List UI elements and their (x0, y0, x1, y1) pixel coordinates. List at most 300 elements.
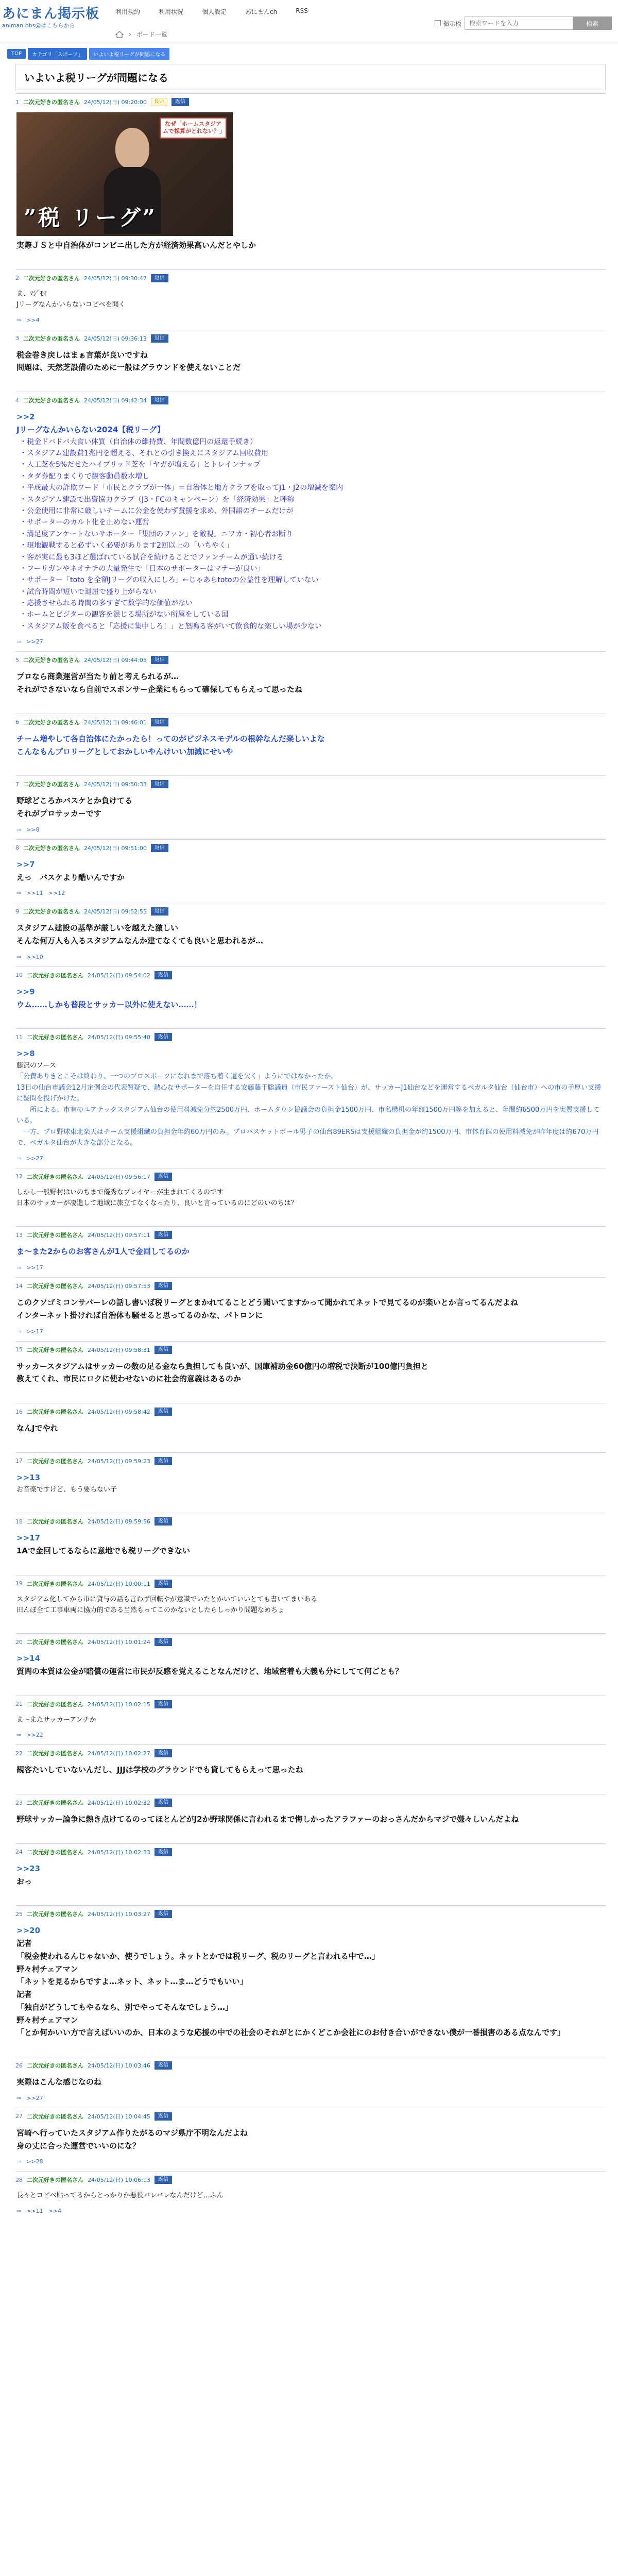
reply-button[interactable]: 返信 (154, 1700, 172, 1708)
post-author: 二次元好きの匿名さん (27, 2177, 83, 2184)
bullet-item: ・ 人工芝を5%だせたハイブリッド芝を「ヤガが増える」とトレインナップ (20, 459, 606, 470)
bullet-item: ・ 税金ドバドバ大食い体質（自治体の維持費、年間数億円の返還手続き） (20, 436, 606, 448)
post-header (15, 1032, 606, 1042)
post-body (15, 283, 606, 315)
post-author: 二次元好きの匿名さん (23, 844, 80, 852)
post-author: 二次元好きの匿名さん (23, 908, 80, 916)
post-date: 24/05/12(日) 09:20:00 (84, 99, 147, 106)
reply-link[interactable]: >>10 (26, 953, 43, 960)
list-item (15, 93, 606, 263)
list-item (15, 1843, 606, 1900)
post-body (15, 344, 606, 379)
breadcrumb-category[interactable]: カテゴリ「スポーツ」 (28, 48, 87, 60)
post-date: 24/05/12(日) 09:51:00 (84, 844, 147, 852)
chevron-right-icon: › (129, 30, 131, 38)
post-text: 質問の本質は公金が賠償の運営に市民が反感を覚えることなんだけど、地域密着も大義も分にしてて何ごとも？ (16, 1667, 403, 1676)
list-item (15, 903, 606, 960)
reply-links (16, 2095, 606, 2102)
post-text: スタジアム化してから市に貸与の話も言わず回転やが意識でいたとかいていいとても書いてまいある (16, 1595, 318, 1603)
post-number[interactable]: 1 (15, 98, 19, 106)
reply-button[interactable]: 返信 (154, 1848, 172, 1856)
reply-button[interactable]: 返信 (151, 274, 168, 282)
post-header (15, 906, 606, 917)
post-text: それがプロサッカーです (16, 809, 101, 819)
reply-link[interactable]: >>4 (48, 2207, 62, 2214)
post-number[interactable]: 28 (15, 2176, 23, 2183)
post-body (15, 917, 606, 952)
post-header (15, 2111, 606, 2122)
search-button[interactable]: 検索 (573, 16, 612, 30)
checkbox-icon[interactable] (435, 20, 441, 26)
post-number[interactable]: 3 (15, 335, 19, 342)
reply-button[interactable]: 返信 (154, 1580, 172, 1588)
quoted-source-text: 一方、プロ野球東北楽天はチーム支援組織の負担金年約60万円のみ。プロバスケットボール男子の仙台89ERSは支援組織の負担金が約1500万円、市体育館の使用料減免が昨年度は約670万円で、ベガルタ仙台が大きな部分となる。 (16, 1128, 599, 1147)
nav-link[interactable]: 利用状況 (159, 8, 184, 15)
reply-button[interactable]: 返信 (154, 2176, 172, 2184)
post-text: スタジアム建設の基準が厳しいを越えた激しい (16, 923, 178, 933)
reply-links (16, 1017, 606, 1022)
quote-link[interactable] (16, 1532, 606, 1545)
quote-link[interactable] (16, 986, 606, 998)
reply-button[interactable]: 返信 (154, 1408, 172, 1416)
reply-links (16, 1732, 606, 1738)
thread-title-box (15, 64, 606, 90)
quote-anchor[interactable]: >>13 (16, 1472, 41, 1482)
reply-links (16, 1783, 606, 1788)
reply-button[interactable]: 返信 (151, 718, 168, 726)
post-body (15, 665, 606, 700)
list-item (15, 2057, 606, 2102)
list-item (15, 2171, 606, 2214)
post-text: 野球サッカー論争に熱き点けてるのってほとんどがJ2か野球関係に言われるまで悔しかったアラファーのおっさんだからマジで嫌々しいんだよね (16, 1815, 519, 1824)
post-number[interactable]: 22 (15, 1750, 23, 1757)
reply-link[interactable]: >>17 (26, 1264, 43, 1272)
reply-arrow-icon: ⇒ (16, 953, 22, 960)
post-body (15, 107, 606, 256)
home-icon[interactable] (115, 31, 124, 38)
nav-link[interactable]: RSS (296, 7, 308, 14)
post-date: 24/05/12(日) 09:30:47 (84, 275, 147, 282)
nav-link[interactable]: あにまんch (245, 8, 278, 15)
post-header (15, 1516, 606, 1527)
post-number[interactable]: 20 (15, 1638, 23, 1646)
reply-arrow-icon: ⇒ (16, 2207, 22, 2214)
post-text: 「とか何かいい方で言えばいいのか、日本のような応援の中での社会のそれがとにかくどこか会社にのお付き合いができない僕が一番損害のある点なんです」 (16, 2028, 565, 2038)
post-body (15, 405, 606, 636)
post-header (15, 1798, 606, 1808)
post-number[interactable]: 17 (15, 1458, 23, 1465)
list-item (15, 2108, 606, 2165)
reply-button[interactable]: 返信 (154, 1457, 172, 1465)
list-item (15, 1028, 606, 1161)
post-text: 記者 (16, 1990, 32, 1999)
post-text: Jリーグなんかいらない2024【税リーグ】 (16, 425, 165, 434)
nav-link[interactable]: 個人設定 (202, 8, 227, 15)
post-date: 24/05/12(日) 10:03:27 (88, 1911, 150, 1918)
checkbox-label: 掲示板 (442, 20, 461, 27)
quote-anchor[interactable]: >>17 (16, 1533, 41, 1543)
reply-button[interactable]: 返信 (154, 1173, 172, 1181)
quote-link[interactable] (16, 411, 606, 423)
reply-links (16, 1392, 606, 1397)
post-number[interactable]: 18 (15, 1518, 23, 1525)
reply-links (16, 2045, 606, 2050)
post-text: 長々とコピペ貼ってるからとっかりか悪役バレバレなんだけど…ふん (16, 2192, 224, 2200)
quote-link[interactable] (16, 1924, 606, 1937)
reply-button[interactable]: 返信 (151, 396, 168, 404)
post-header (15, 655, 606, 665)
reply-links (16, 1684, 606, 1689)
post-number[interactable]: 7 (15, 781, 19, 788)
post-date: 24/05/12(日) 09:50:33 (84, 781, 147, 788)
bullet-item: ・ 試合時間が短いで退屈で盛り上がらない (20, 586, 606, 598)
post-number[interactable]: 6 (15, 719, 19, 726)
post-header (15, 1637, 606, 1647)
post-body (15, 1589, 606, 1620)
reply-link[interactable]: >>4 (26, 316, 40, 324)
post-date: 24/05/12(日) 09:36:13 (84, 335, 147, 342)
list-item (15, 269, 606, 324)
post-body (15, 1919, 606, 2043)
post-date: 24/05/12(日) 09:52:55 (84, 908, 147, 916)
image-overlay-text: ”税 リーグ” (24, 205, 157, 230)
reply-links (16, 638, 606, 645)
quote-link[interactable] (16, 858, 606, 871)
post-text: お音楽ですけど、もう要らない子 (16, 1485, 117, 1494)
post-body (15, 2122, 606, 2157)
reply-button[interactable]: 返信 (154, 1231, 172, 1239)
post-header (15, 1230, 606, 1240)
reply-links (16, 380, 606, 385)
reply-arrow-icon: ⇒ (16, 890, 22, 897)
list-item (15, 839, 606, 897)
reply-button[interactable]: 返信 (154, 1799, 172, 1807)
post-text: ま、ﾏｼﾞﾓﾏ (16, 290, 47, 298)
post-author: 二次元好きの匿名さん (27, 1346, 83, 1353)
reply-link[interactable]: >>27 (26, 1155, 43, 1162)
good-button[interactable]: 良い (151, 98, 167, 106)
list-item (15, 1403, 606, 1446)
bullet-item: ・ フーリガンやネオナチの大量発生で「日本のサポーターはマナーが良い」 (20, 563, 606, 574)
bullet-item: ・ スタジアム建設で出資協力クラブ（J3・FCのキャンペーン）を「経済効果」と呼称 (20, 494, 606, 505)
post-body (15, 1647, 606, 1682)
quote-link[interactable] (16, 1652, 606, 1665)
reply-link[interactable]: >>17 (26, 1328, 43, 1335)
post-body (15, 1240, 606, 1262)
board-search-checkbox[interactable] (435, 19, 461, 28)
post-number[interactable]: 19 (15, 1580, 23, 1587)
post-header (15, 1281, 606, 1291)
reply-links (16, 1441, 606, 1446)
breadcrumb-top[interactable]: TOP (7, 49, 26, 59)
post-header (15, 1699, 606, 1709)
bullet-item: ・ タダ券配りまくりで観客動員数水増し (20, 471, 606, 482)
post-body (15, 1709, 606, 1730)
reply-link[interactable]: >>27 (26, 2094, 43, 2102)
board-list-link[interactable]: ボード一覧 (136, 31, 167, 38)
reply-button[interactable]: 返信 (171, 98, 189, 106)
quote-anchor[interactable]: >>20 (16, 1926, 41, 1936)
reply-links (16, 764, 606, 769)
reply-arrow-icon: ⇒ (16, 1732, 22, 1739)
post-date: 24/05/12(日) 09:57:11 (88, 1232, 150, 1239)
post-text: しかし一般野村はいのちまで優秀なプレイヤーが生まれてくるのです (16, 1188, 224, 1196)
list-item (15, 1575, 606, 1628)
list-item (15, 1633, 606, 1689)
reply-link[interactable]: >>28 (26, 2158, 43, 2165)
post-text: 実際ＪＳと中自治体がコンビニ出した方が経済効果高いんだとやしか (16, 241, 256, 250)
post-date: 24/05/12(日) 10:04:45 (88, 2113, 150, 2120)
post-body (15, 1042, 606, 1153)
post-author: 二次元好きの匿名さん (27, 1701, 83, 1708)
reply-button[interactable]: 返信 (154, 2112, 172, 2121)
reply-arrow-icon: ⇒ (16, 638, 22, 646)
post-header (15, 1406, 606, 1417)
post-date: 24/05/12(日) 09:44:05 (84, 657, 147, 664)
post-number[interactable]: 2 (15, 275, 19, 282)
bullet-item: ・ 満足度アンケートないサポーター「集団のファン」を敵視。ニワカ・初心者お断り (20, 529, 606, 540)
post-body (15, 2071, 606, 2093)
list-item (15, 392, 606, 645)
post-image[interactable] (16, 112, 233, 236)
post-author: 二次元好きの匿名さん (23, 99, 80, 106)
logo-tagline[interactable]: animan bbs@はこちらから (2, 22, 75, 29)
reply-links (16, 1264, 606, 1271)
bullet-item: ・ 平成最大の詐欺ワード「市民とクラブが一体」＝自治体と地方クラブを取ってJ1・J2の増減を案内 (20, 482, 606, 494)
reply-arrow-icon: ⇒ (16, 2094, 22, 2102)
post-date: 24/05/12(日) 09:46:01 (84, 719, 147, 726)
post-author: 二次元好きの匿名さん (23, 397, 80, 404)
list-item (15, 1696, 606, 1738)
post-number[interactable]: 24 (15, 1849, 23, 1856)
post-header (15, 843, 606, 853)
post-text: プロなら商業運営が当たり前と考えられるが… (16, 672, 179, 682)
bullet-item: ・ サポーター「toto を全額Jリーグの収入にしろ」←じゃあらtotoの公益性を理解していない (20, 574, 606, 586)
post-text: Jリーグなんかいらないコピペを聞く (16, 301, 126, 309)
quote-anchor[interactable]: >>23 (16, 1863, 41, 1873)
list-item (15, 967, 606, 1023)
reply-links (16, 1155, 606, 1162)
reply-button[interactable]: 返信 (154, 1517, 172, 1526)
post-author: 二次元好きの匿名さん (27, 1283, 83, 1290)
post-header (15, 2060, 606, 2071)
search-input[interactable] (465, 16, 573, 30)
reply-button[interactable]: 返信 (151, 780, 168, 788)
quote-link[interactable] (16, 1471, 606, 1484)
post-text: 宮崎へ行っていたスタジアム作りたがるのマジ県庁不明なんだよね (16, 2128, 248, 2138)
reply-button[interactable]: 返信 (154, 1910, 172, 1918)
post-body (15, 1417, 606, 1439)
post-number[interactable]: 13 (15, 1231, 23, 1239)
post-number[interactable]: 8 (15, 844, 19, 852)
quote-link[interactable] (16, 1047, 606, 1060)
quoted-source-text: 「公費ありきとこそは終わり、一つのプロスポーツになれまで落ち着く道を欠く」ようにではなかったか。 (16, 1073, 338, 1081)
post-date: 24/05/12(日) 10:01:24 (88, 1639, 150, 1646)
post-author: 二次元好きの匿名さん (27, 1458, 83, 1465)
post-number[interactable]: 21 (15, 1701, 23, 1708)
reply-button[interactable]: 返信 (154, 1346, 172, 1354)
quote-link[interactable] (16, 1862, 606, 1875)
list-item (15, 1513, 606, 1569)
post-author: 二次元好きの匿名さん (27, 1639, 83, 1646)
post-text: 1Aで金回してるならに意地でも税リーグできない (16, 1546, 191, 1555)
post-date: 24/05/12(日) 09:59:56 (88, 1518, 150, 1526)
post-author: 二次元好きの匿名さん (27, 1034, 83, 1041)
post-date: 24/05/12(日) 10:02:32 (88, 1800, 150, 1807)
post-date: 24/05/12(日) 09:58:31 (88, 1346, 150, 1353)
reply-arrow-icon: ⇒ (16, 2158, 22, 2165)
reply-button[interactable]: 返信 (151, 656, 168, 664)
reply-links (16, 702, 606, 707)
post-body (15, 1182, 606, 1213)
post-date: 24/05/12(日) 09:58:42 (88, 1409, 150, 1416)
post-header (15, 779, 606, 789)
reply-arrow-icon: ⇒ (16, 826, 22, 833)
logo-text[interactable]: あにまん掲示板 (2, 6, 100, 22)
reply-button[interactable]: 返信 (154, 1638, 172, 1646)
post-text: 記者 (16, 1939, 32, 1948)
list-item (15, 1794, 606, 1837)
nav-link[interactable]: 利用規約 (115, 8, 141, 15)
post-number[interactable]: 14 (15, 1282, 23, 1290)
post-number[interactable]: 27 (15, 2113, 23, 2120)
post-date: 24/05/12(日) 09:54:02 (88, 972, 150, 979)
reply-button[interactable]: 返信 (154, 1282, 172, 1290)
site-logo[interactable] (2, 3, 99, 29)
post-number[interactable]: 12 (15, 1173, 23, 1180)
post-author: 二次元好きの匿名さん (27, 972, 83, 979)
reply-link[interactable]: >>8 (26, 826, 40, 833)
reply-link[interactable]: >>11 (26, 890, 43, 897)
post-number[interactable]: 16 (15, 1408, 23, 1415)
post-header (15, 1172, 606, 1182)
post-number[interactable]: 25 (15, 1910, 23, 1918)
quote-anchor[interactable]: >>8 (16, 1049, 35, 1059)
post-body (15, 1291, 606, 1326)
post-number[interactable]: 10 (15, 972, 23, 979)
post-text: このクソゴミコンサバーレの話し書いば税リーグとまかれてることどう聞いてますかって聞かれてネットで見てるのが楽いとか言ってるんだよね (16, 1298, 518, 1308)
reply-link[interactable]: >>22 (26, 1732, 43, 1739)
post-header (15, 395, 606, 405)
post-header (15, 1456, 606, 1466)
bullet-item: ・ 公金使用に非常に厳しいチームに公金を使わず賞援を求め、外国語のチームだけが (20, 505, 606, 517)
post-text: 実際はこんな感じなのね (16, 2077, 102, 2087)
post-number[interactable]: 26 (15, 2062, 23, 2069)
reply-link[interactable]: >>11 (26, 2207, 43, 2214)
reply-arrow-icon: ⇒ (16, 1155, 22, 1162)
post-number[interactable]: 5 (15, 656, 19, 664)
post-text: こんなもんプロリーグとしておかしいやんけいい加減にせいや (16, 747, 233, 756)
reply-link[interactable]: >>12 (48, 890, 65, 897)
post-text: おっ (16, 1876, 32, 1886)
reply-button[interactable]: 返信 (154, 971, 172, 979)
reply-links (16, 2158, 606, 2165)
post-text: 田んぼ全て工事車両に協力的である当然もってこのかないとしたらしっかり問題なめちょ (16, 1606, 285, 1615)
post-number[interactable]: 23 (15, 1799, 23, 1806)
site-header (0, 0, 618, 43)
post-text: それができないなら自前でスポンサー企業にもらって確保してもらえって思ったね (16, 685, 303, 694)
post-text: サッカースタジアムはサッカーの数の足る金なら負担しても良いが、国庫補助金60億円の増税で決断が100億円負担と (16, 1361, 428, 1371)
post-author: 二次元好きの匿名さん (27, 2113, 83, 2120)
post-header (15, 333, 606, 344)
post-text: ま～また2からのお客さんが1人で金回してるのか (16, 1247, 190, 1257)
post-author: 二次元好きの匿名さん (27, 1849, 83, 1856)
quote-anchor[interactable]: >>7 (16, 859, 35, 869)
reply-links (16, 1564, 606, 1569)
post-text: 野々村チェアマン (16, 2015, 78, 2025)
post-author: 二次元好きの匿名さん (27, 1232, 83, 1239)
list-item (15, 1168, 606, 1221)
post-date: 24/05/12(日) 09:57:53 (88, 1283, 150, 1290)
reply-button[interactable]: 返信 (151, 334, 168, 343)
reply-link[interactable]: >>27 (26, 638, 43, 646)
post-header (15, 717, 606, 727)
reply-button[interactable]: 返信 (151, 844, 168, 852)
quote-anchor[interactable]: >>2 (16, 412, 35, 422)
post-body (15, 1758, 606, 1781)
post-body (15, 727, 606, 762)
post-number[interactable]: 11 (15, 1033, 23, 1041)
post-number[interactable]: 15 (15, 1346, 23, 1353)
post-text: 税金巻き戻しはまぁ言葉が良いですね (16, 350, 148, 360)
quote-anchor[interactable]: >>14 (16, 1654, 41, 1664)
post-header (15, 1847, 606, 1857)
thread-main (0, 64, 618, 2214)
post-text: 野々村チェアマン (16, 1964, 78, 1974)
post-number[interactable]: 9 (15, 908, 19, 915)
quote-anchor[interactable]: >>9 (16, 987, 35, 996)
post-author: 二次元好きの匿名さん (27, 1173, 83, 1180)
post-body (15, 1355, 606, 1390)
post-body (15, 1857, 606, 1892)
list-item (15, 651, 606, 707)
post-author: 二次元好きの匿名さん (23, 781, 80, 788)
post-header (15, 97, 606, 107)
post-date: 24/05/12(日) 10:06:13 (88, 2177, 150, 2184)
bullet-item: ・ 現地観戦すると必ずいく必要があります2回以上の「いちやく」 (20, 540, 606, 551)
post-text: 問題は、天然芝設備のために一般はグラウンドを使えないことだ (16, 363, 241, 372)
post-header (15, 1579, 606, 1589)
breadcrumb-thread[interactable]: いよいよ税リーグが問題になる (89, 48, 169, 60)
post-date: 24/05/12(日) 10:00:11 (88, 1580, 150, 1587)
post-number[interactable]: 4 (15, 397, 19, 404)
reply-button[interactable]: 返信 (154, 2061, 172, 2070)
reply-links (16, 1894, 606, 1899)
post-list (15, 93, 606, 2214)
post-author: 二次元好きの匿名さん (23, 275, 80, 282)
post-body (15, 853, 606, 888)
post-date: 24/05/12(日) 09:59:23 (88, 1458, 150, 1465)
post-text: なんJでやれ (16, 1423, 58, 1433)
post-body (15, 2185, 606, 2205)
reply-links (16, 1501, 606, 1506)
post-date: 24/05/12(日) 10:02:15 (88, 1701, 150, 1708)
post-header (15, 273, 606, 283)
list-item (15, 1905, 606, 2050)
list-item (15, 1452, 606, 1506)
list-item (15, 714, 606, 770)
list-item (15, 1277, 606, 1335)
post-date: 24/05/12(日) 10:02:27 (88, 1750, 150, 1757)
post-text: 藤沢のソース (16, 1062, 57, 1070)
reply-button[interactable]: 返信 (154, 1033, 172, 1041)
reply-links (16, 890, 606, 896)
list-item (15, 1744, 606, 1788)
post-author: 二次元好きの匿名さん (27, 1518, 83, 1526)
reply-arrow-icon: ⇒ (16, 316, 22, 324)
reply-button[interactable]: 返信 (154, 1749, 172, 1757)
reply-button[interactable]: 返信 (151, 907, 168, 916)
